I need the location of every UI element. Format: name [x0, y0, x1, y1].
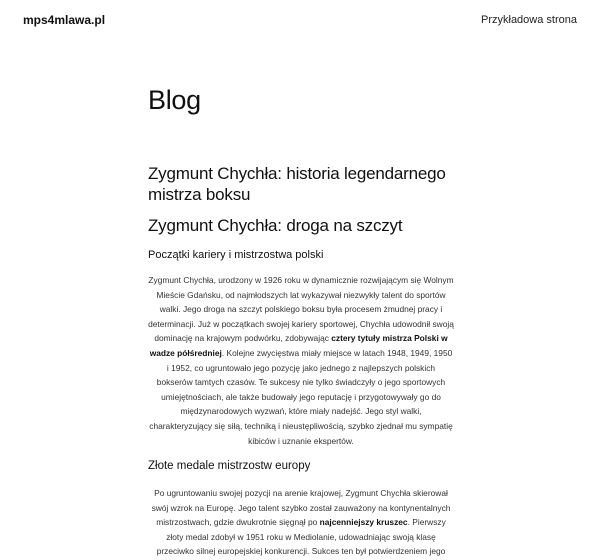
subheading-european-gold: Złote medale mistrzostw europy: [148, 460, 311, 472]
paragraph-european-gold: [148, 486, 454, 559]
post-title-link[interactable]: Zygmunt Chychła: historia legendarnego mistrza boksu: [148, 164, 446, 204]
site-title-link[interactable]: mps4mlawa.pl: [23, 13, 106, 27]
nav-link-example-page[interactable]: Przykładowa strona: [481, 14, 577, 26]
site-header: [0, 0, 600, 44]
section-heading: Zygmunt Chychła: droga na szczyt: [148, 216, 403, 235]
paragraph-text: . Kolejne zwycięstwa miały miejsce w latach 1948, 1949, 1950 i 1952, co ugruntowało jego pozycję jako jednego z najlepszych polskich bokserów tamtych czasów. Te sukcesy nie tylko świadczyły o jego sportowych umiejętnościach, ale także budowały jego reputację i przygotowywały go do międzynarodowych wyzwań, które miały nadejść. Jego styl walki, charakteryzujący się siłą, techniką i nieustępliwością, szybko zjednał mu sympatię kibiców i uznanie ekspertów.: [149, 347, 453, 446]
paragraph-text: . Pierwszy złoty medal zdobył w 1951 roku w Mediolanie, udowadniając swoją klasę przeciwko silnej europejskiej konkurencji. Sukces ten był potwierdzeniem jego: [156, 517, 446, 557]
paragraph-text: Zygmunt Chychła, urodzony w 1926 roku w dynamicznie rozwijającym się Wolnym Mieście Gdańsku, od najmłodszych lat wykazywał niezwykły talent do sportów walki. Jego droga na szczyt polskiego boksu była procesem żmudnej pracy i determinacji. Już w początkach swojej kariery sportowej, Chychła udowodnił swoją dominację na krajowym podwórku, zdobywając: [148, 275, 454, 344]
paragraph-text: Po ugruntowaniu swojej pozycji na arenie krajowej, Zygmunt Chychła skierował swój wzrok na Europę. Jego talent szybko został zauważony na kontynentalnych mistrzostwach, gdzie dwukrotnie sięgnął po: [151, 488, 451, 528]
paragraph-career-start: [148, 273, 454, 448]
paragraph-emphasis: najcenniejszy kruszec: [319, 517, 408, 528]
page-title: Blog: [148, 85, 201, 115]
subheading-career-start: Początki kariery i mistrzostwa polski: [148, 249, 324, 261]
paragraph-emphasis: cztery tytuły mistrza Polski w wadze półśredniej: [149, 333, 448, 358]
